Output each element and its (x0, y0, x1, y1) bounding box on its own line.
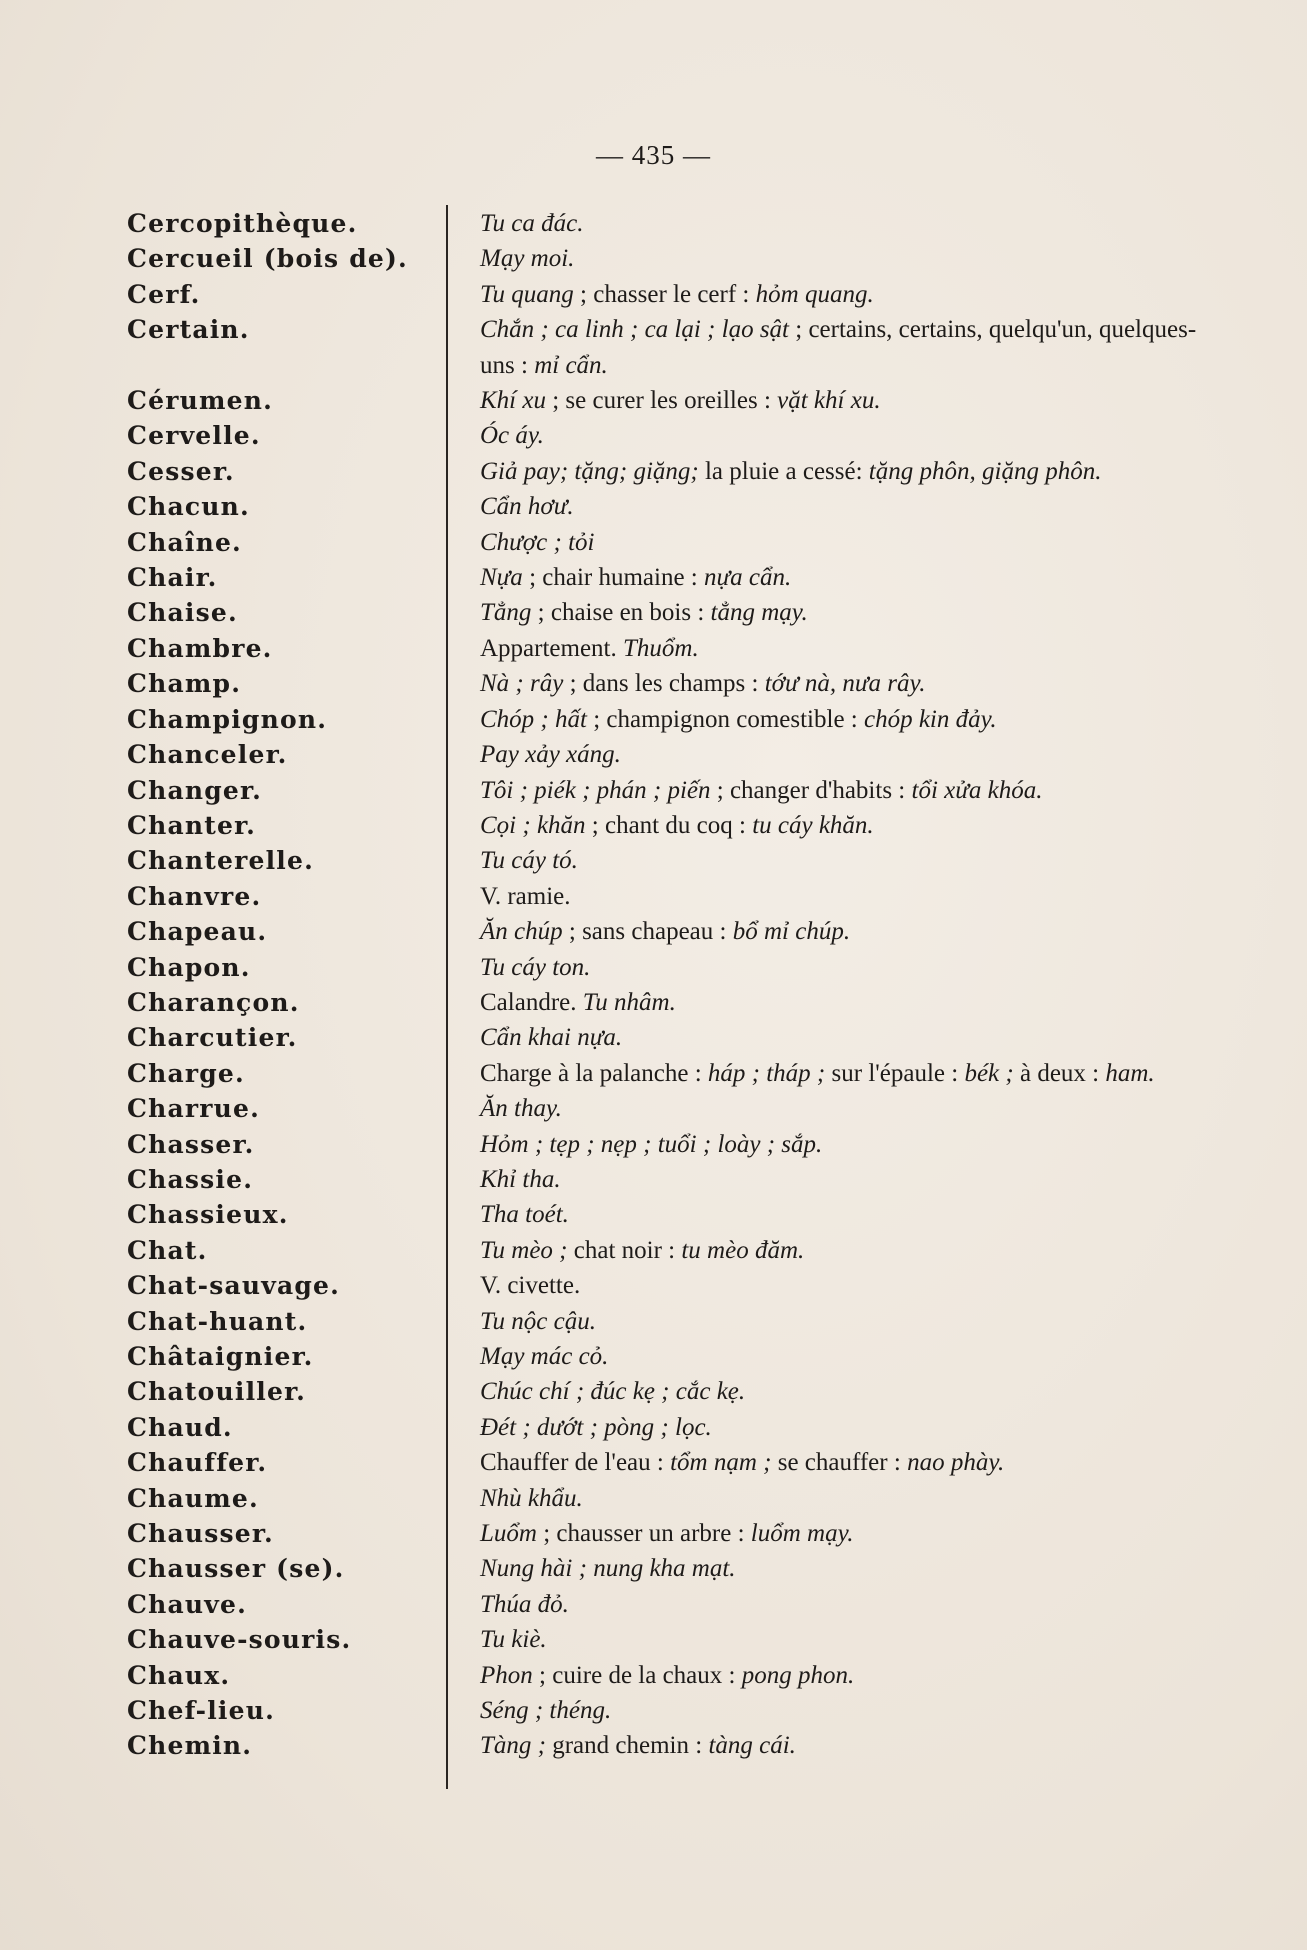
vernacular-text: Nung hài ; nung kha mạt. (480, 1555, 736, 1583)
headword: Chausser (se). (127, 1554, 345, 1584)
vernacular-text: Tu kiè. (480, 1626, 547, 1654)
translation (480, 1268, 1200, 1303)
headword: Chaîne. (127, 527, 242, 557)
headword: Cervelle. (127, 421, 261, 451)
translation (480, 1091, 1200, 1126)
vernacular-text: Tu nộc cậu. (480, 1307, 596, 1335)
vernacular-text: Cẩn hơư. (480, 493, 574, 521)
vernacular-text: tu cáy khăn. (752, 811, 874, 839)
translation (480, 454, 1200, 489)
vernacular-text: Khí xu (480, 387, 546, 415)
vernacular-text: Hỏm ; tẹp ; nẹp ; tuổi ; loày ; sắp. (480, 1130, 823, 1158)
headword: Chat-sauvage. (127, 1271, 341, 1301)
vernacular-text: tặng phôn, giặng phôn. (868, 457, 1102, 485)
vernacular-text: Tu quang (480, 280, 574, 308)
vernacular-text: Tàng ; (480, 1732, 546, 1760)
vernacular-text: Luổm (480, 1520, 537, 1548)
translation (480, 1481, 1200, 1516)
dictionary-entry (0, 950, 1307, 985)
dictionary-entry (0, 737, 1307, 772)
headword: Chat. (127, 1235, 208, 1265)
vernacular-text: nao phày. (907, 1449, 1005, 1477)
vernacular-text: tổm nạm ; (670, 1449, 772, 1477)
translation (480, 702, 1200, 737)
translation (480, 773, 1200, 808)
french-text: ; se curer les oreilles : (545, 387, 778, 415)
vernacular-text: chóp kin đảy. (863, 705, 997, 733)
dictionary-entry (0, 1551, 1307, 1586)
dictionary-entry (0, 489, 1307, 524)
headword: Chanter. (127, 810, 257, 840)
translation (480, 1445, 1200, 1480)
vernacular-text: Tu cáy tó. (480, 847, 578, 875)
translation (480, 985, 1200, 1020)
translation (480, 1339, 1200, 1374)
vernacular-text: Nà ; rây (480, 670, 564, 698)
dictionary-entry (0, 702, 1307, 737)
translation (480, 418, 1200, 453)
french-text: ; chair humaine : (522, 564, 705, 592)
headword: Chassie. (127, 1164, 254, 1194)
translation (480, 914, 1200, 949)
headword: Champignon. (127, 704, 328, 734)
headword: Cercopithèque. (127, 209, 358, 238)
french-text: se chauffer : (771, 1449, 908, 1477)
headword: Chacun. (127, 492, 250, 522)
vernacular-text: Tha toét. (480, 1201, 569, 1229)
headword: Chassieux. (127, 1200, 289, 1230)
vernacular-text: Nhù khẩu. (480, 1484, 583, 1512)
dictionary-entry (0, 560, 1307, 595)
dictionary-entry (0, 1020, 1307, 1055)
headword: Chaud. (127, 1412, 233, 1442)
french-text: sur l'épaule : (825, 1059, 965, 1087)
vernacular-text: Séng ; théng. (480, 1697, 612, 1725)
vernacular-text: Thúa đỏ. (480, 1590, 569, 1618)
dictionary-entry (0, 1516, 1307, 1551)
dictionary-entry (0, 773, 1307, 808)
translation (480, 1127, 1200, 1162)
vernacular-text: Cọi ; khăn (480, 811, 586, 839)
headword: Chausser. (127, 1519, 274, 1549)
vernacular-text: Cẩn khai nựa. (480, 1024, 623, 1052)
vernacular-text: Mạy moi. (480, 245, 575, 273)
headword: Charançon. (127, 987, 300, 1017)
vernacular-text: ham. (1105, 1059, 1155, 1087)
dictionary-entry (0, 1374, 1307, 1409)
headword: Chef-lieu. (127, 1696, 275, 1726)
vernacular-text: Tẳng (480, 599, 532, 627)
headword: Chaux. (127, 1660, 231, 1690)
dictionary-entry (0, 666, 1307, 701)
vernacular-text: Thuổm. (623, 634, 699, 662)
dictionary-entry (0, 1587, 1307, 1622)
french-text: la pluie a cessé: (698, 457, 869, 485)
vernacular-text: Khỉ tha. (480, 1165, 561, 1193)
french-text: ; chasser le cerf : (573, 280, 756, 308)
french-text: ; sans chapeau : (562, 918, 733, 946)
vernacular-text: Tôi ; piék ; phán ; piến (480, 776, 711, 804)
headword: Charrue. (127, 1094, 261, 1124)
dictionary-entry (0, 1304, 1307, 1339)
vernacular-text: Tu cáy ton. (480, 953, 591, 981)
headword: Chair. (127, 563, 218, 593)
vernacular-text: Tu mèo ; (480, 1236, 568, 1264)
french-text: Charge à la palanche : (480, 1059, 708, 1087)
translation (480, 1587, 1200, 1622)
dictionary-entry (0, 595, 1307, 630)
dictionary-entry (0, 1091, 1307, 1126)
translation (480, 808, 1200, 843)
vernacular-text: vặt khí xu. (777, 387, 881, 415)
dictionary-entry (0, 1622, 1307, 1657)
headword: Chauve. (127, 1589, 247, 1619)
headword: Charcutier. (127, 1023, 298, 1053)
dictionary-entry (0, 1693, 1307, 1728)
vernacular-text: Đét ; dướt ; pòng ; lọc. (480, 1413, 712, 1441)
headword: Chanceler. (127, 740, 288, 770)
dictionary-entry (0, 985, 1307, 1020)
dictionary-entry (0, 879, 1307, 914)
translation (480, 1551, 1200, 1586)
vernacular-text: Chúc chí ; đúc kẹ ; cắc kẹ. (480, 1378, 746, 1406)
translation (480, 1693, 1200, 1728)
dictionary-entry (0, 454, 1307, 489)
headword: Charge. (127, 1058, 245, 1088)
headword: Certain. (127, 315, 250, 345)
dictionary-entry (0, 1233, 1307, 1268)
headword: Chapon. (127, 952, 251, 982)
vernacular-text: Chóp ; hất (480, 705, 587, 733)
headword: Cercueil (bois de). (127, 244, 408, 274)
vernacular-text: nựa cẩn. (704, 564, 792, 592)
dictionary-entry (0, 418, 1307, 453)
translation (480, 277, 1200, 312)
dictionary-entry (0, 525, 1307, 560)
vernacular-text: tớư nà, nưa rây. (764, 670, 926, 698)
dictionary-entry (0, 1162, 1307, 1197)
french-text: ; chaise en bois : (531, 599, 711, 627)
translation (480, 1728, 1200, 1763)
headword: Cesser. (127, 456, 235, 486)
dictionary-entries (0, 206, 1307, 1764)
vernacular-text: Tu nhâm. (582, 988, 676, 1016)
french-text: ; cuire de la chaux : (532, 1661, 742, 1689)
vernacular-text: Phon (480, 1661, 533, 1689)
french-text: V. civette. (480, 1272, 581, 1300)
translation (480, 1516, 1200, 1551)
dictionary-entry (0, 241, 1307, 276)
dictionary-entry (0, 1268, 1307, 1303)
headword: Cérumen. (127, 386, 273, 416)
vernacular-text: Ăn chúp (480, 918, 563, 946)
translation (480, 1233, 1200, 1268)
dictionary-entry (0, 206, 1307, 241)
french-text: chat noir : (567, 1236, 682, 1264)
french-text: ; champignon comestible : (586, 705, 864, 733)
vernacular-text: pong phon. (741, 1661, 855, 1689)
translation (480, 1162, 1200, 1197)
translation (480, 560, 1200, 595)
translation (480, 1020, 1200, 1055)
headword: Chauffer. (127, 1448, 268, 1478)
french-text: grand chemin : (545, 1732, 709, 1760)
headword: Chemin. (127, 1731, 253, 1761)
headword: Chasser. (127, 1129, 255, 1159)
dictionary-entry (0, 1197, 1307, 1232)
vernacular-text: Mạy mác cỏ. (480, 1343, 609, 1370)
headword: Chauve-souris. (127, 1625, 352, 1655)
vernacular-text: mỉ cẩn. (534, 351, 608, 379)
translation (480, 1374, 1200, 1409)
dictionary-entry (0, 808, 1307, 843)
translation (480, 879, 1200, 914)
french-text: Appartement. (480, 634, 624, 662)
translation (480, 631, 1200, 666)
french-text: à deux : (1013, 1059, 1106, 1087)
translation (480, 950, 1200, 985)
headword: Cerf. (127, 279, 201, 309)
translation (480, 1622, 1200, 1657)
headword: Chambre. (127, 633, 273, 663)
french-text: ; certains, certains, quelqu'un, quelques-uns : (480, 316, 1197, 379)
translation (480, 843, 1200, 878)
translation (480, 525, 1200, 560)
translation (480, 1410, 1200, 1445)
dictionary-entry (0, 383, 1307, 418)
dictionary-entry (0, 1410, 1307, 1445)
vernacular-text: Ăn thay. (480, 1095, 562, 1123)
vernacular-text: tổi xửa khóa. (911, 776, 1043, 804)
french-text: V. ramie. (480, 882, 571, 910)
vernacular-text: háp ; tháp ; (707, 1059, 826, 1087)
vernacular-text: Nựa (480, 564, 523, 592)
headword: Changer. (127, 775, 263, 805)
dictionary-entry (0, 277, 1307, 312)
headword: Chaise. (127, 598, 238, 628)
vernacular-text: Tu ca đác. (480, 210, 584, 237)
vernacular-text: hỏm quang. (755, 280, 874, 308)
translation (480, 241, 1200, 276)
vernacular-text: Chắn ; ca linh ; ca lại ; lạo sật (480, 316, 789, 344)
dictionary-entry (0, 1127, 1307, 1162)
vernacular-text: tu mèo đăm. (681, 1236, 805, 1264)
dictionary-entry (0, 914, 1307, 949)
vernacular-text: tẳng mạy. (710, 599, 808, 627)
vernacular-text: tàng cái. (708, 1732, 796, 1760)
vernacular-text: luổm mạy. (750, 1520, 854, 1548)
dictionary-entry (0, 631, 1307, 666)
headword: Chapeau. (127, 917, 268, 947)
vernacular-text: bổ mỉ chúp. (732, 918, 851, 946)
french-text: ; changer d'habits : (710, 776, 912, 804)
headword: Champ. (127, 669, 242, 699)
translation (480, 737, 1200, 772)
headword: Chat-huant. (127, 1306, 308, 1336)
french-text: ; dans les champs : (563, 670, 765, 698)
headword: Chanvre. (127, 881, 262, 911)
translation (480, 1056, 1200, 1091)
headword: Chatouiller. (127, 1377, 307, 1407)
dictionary-entry (0, 1658, 1307, 1693)
dictionary-entry (0, 312, 1307, 383)
vernacular-text: Chược ; tỏi (480, 528, 595, 556)
translation (480, 206, 1200, 241)
french-text: Chauffer de l'eau : (480, 1449, 671, 1477)
dictionary-entry (0, 843, 1307, 878)
dictionary-entry (0, 1056, 1307, 1091)
dictionary-entry (0, 1728, 1307, 1763)
translation (480, 312, 1200, 383)
translation (480, 383, 1200, 418)
vernacular-text: Óc áy. (480, 422, 544, 450)
page-number: — 435 — (596, 140, 711, 170)
translation (480, 1304, 1200, 1339)
dictionary-entry (0, 1445, 1307, 1480)
translation (480, 595, 1200, 630)
translation (480, 489, 1200, 524)
french-text: ; chant du coq : (585, 811, 753, 839)
vernacular-text: Pay xảy xáng. (480, 741, 621, 769)
translation (480, 666, 1200, 701)
translation (480, 1197, 1200, 1232)
translation (480, 1658, 1200, 1693)
headword: Chaume. (127, 1483, 259, 1513)
french-text: Calandre. (480, 988, 583, 1016)
headword: Châtaignier. (127, 1342, 314, 1371)
dictionary-entry (0, 1339, 1307, 1374)
vernacular-text: bék ; (964, 1059, 1014, 1087)
vernacular-text: Giả pay; tặng; giặng; (480, 457, 699, 485)
french-text: ; chausser un arbre : (536, 1520, 751, 1548)
headword: Chanterelle. (127, 846, 314, 876)
dictionary-entry (0, 1481, 1307, 1516)
